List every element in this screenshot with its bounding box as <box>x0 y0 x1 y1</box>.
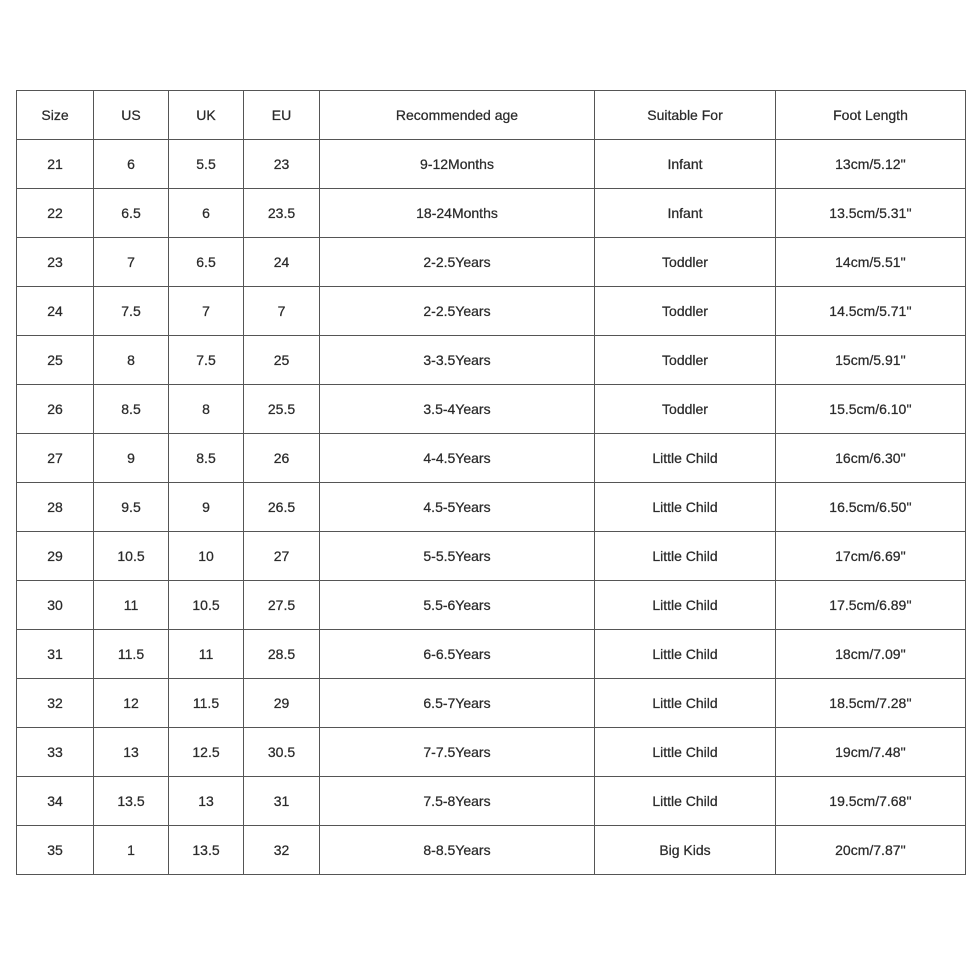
table-cell-recommended-age: 4.5-5Years <box>320 483 595 532</box>
table-cell-us: 6 <box>94 140 169 189</box>
table-cell-us: 13 <box>94 728 169 777</box>
table-cell-eu: 28.5 <box>244 630 320 679</box>
column-header-recommended-age: Recommended age <box>320 91 595 140</box>
table-cell-foot-length: 19cm/7.48'' <box>776 728 966 777</box>
table-cell-foot-length: 16.5cm/6.50'' <box>776 483 966 532</box>
table-cell-suitable-for: Infant <box>595 140 776 189</box>
table-cell-eu: 25.5 <box>244 385 320 434</box>
table-cell-uk: 12.5 <box>169 728 244 777</box>
table-cell-us: 8 <box>94 336 169 385</box>
table-cell-eu: 26 <box>244 434 320 483</box>
table-cell-uk: 10 <box>169 532 244 581</box>
table-cell-eu: 26.5 <box>244 483 320 532</box>
table-cell-uk: 6.5 <box>169 238 244 287</box>
table-cell-uk: 13.5 <box>169 826 244 875</box>
table-cell-recommended-age: 3-3.5Years <box>320 336 595 385</box>
table-row <box>17 679 966 728</box>
table-cell-size: 32 <box>17 679 94 728</box>
table-cell-size: 23 <box>17 238 94 287</box>
column-header-suitable-for: Suitable For <box>595 91 776 140</box>
table-cell-size: 33 <box>17 728 94 777</box>
table-cell-foot-length: 13cm/5.12'' <box>776 140 966 189</box>
table-cell-recommended-age: 2-2.5Years <box>320 287 595 336</box>
table-cell-foot-length: 18cm/7.09'' <box>776 630 966 679</box>
table-cell-foot-length: 13.5cm/5.31'' <box>776 189 966 238</box>
table-row <box>17 728 966 777</box>
table-cell-size: 27 <box>17 434 94 483</box>
table-row <box>17 238 966 287</box>
table-cell-suitable-for: Toddler <box>595 238 776 287</box>
table-cell-uk: 5.5 <box>169 140 244 189</box>
table-cell-suitable-for: Little Child <box>595 630 776 679</box>
table-cell-uk: 13 <box>169 777 244 826</box>
table-cell-uk: 6 <box>169 189 244 238</box>
table-cell-recommended-age: 3.5-4Years <box>320 385 595 434</box>
table-cell-eu: 27 <box>244 532 320 581</box>
table-cell-suitable-for: Little Child <box>595 728 776 777</box>
table-cell-recommended-age: 18-24Months <box>320 189 595 238</box>
table-cell-suitable-for: Little Child <box>595 532 776 581</box>
table-cell-suitable-for: Big Kids <box>595 826 776 875</box>
table-cell-foot-length: 14.5cm/5.71'' <box>776 287 966 336</box>
table-cell-us: 1 <box>94 826 169 875</box>
table-cell-us: 11.5 <box>94 630 169 679</box>
table-cell-size: 25 <box>17 336 94 385</box>
table-cell-suitable-for: Little Child <box>595 434 776 483</box>
table-cell-foot-length: 16cm/6.30'' <box>776 434 966 483</box>
table-row <box>17 385 966 434</box>
table-cell-us: 11 <box>94 581 169 630</box>
table-cell-recommended-age: 5.5-6Years <box>320 581 595 630</box>
table-row <box>17 532 966 581</box>
table-cell-size: 29 <box>17 532 94 581</box>
table-row <box>17 483 966 532</box>
table-cell-foot-length: 15.5cm/6.10'' <box>776 385 966 434</box>
table-cell-eu: 27.5 <box>244 581 320 630</box>
table-body <box>17 140 966 875</box>
table-row <box>17 189 966 238</box>
table-cell-foot-length: 14cm/5.51'' <box>776 238 966 287</box>
table-cell-eu: 23.5 <box>244 189 320 238</box>
column-header-foot-length: Foot Length <box>776 91 966 140</box>
table-cell-size: 28 <box>17 483 94 532</box>
table-cell-suitable-for: Toddler <box>595 336 776 385</box>
table-cell-eu: 29 <box>244 679 320 728</box>
table-cell-recommended-age: 5-5.5Years <box>320 532 595 581</box>
table-cell-size: 34 <box>17 777 94 826</box>
table-cell-us: 12 <box>94 679 169 728</box>
table-cell-recommended-age: 4-4.5Years <box>320 434 595 483</box>
table-cell-foot-length: 19.5cm/7.68'' <box>776 777 966 826</box>
table-cell-us: 10.5 <box>94 532 169 581</box>
header-row <box>17 91 966 140</box>
table-cell-suitable-for: Infant <box>595 189 776 238</box>
table-cell-eu: 23 <box>244 140 320 189</box>
column-header-size: Size <box>17 91 94 140</box>
table-cell-foot-length: 20cm/7.87'' <box>776 826 966 875</box>
table-cell-recommended-age: 6-6.5Years <box>320 630 595 679</box>
table-cell-us: 7 <box>94 238 169 287</box>
table-cell-us: 9 <box>94 434 169 483</box>
table-cell-eu: 32 <box>244 826 320 875</box>
table-cell-uk: 11 <box>169 630 244 679</box>
table-cell-uk: 8 <box>169 385 244 434</box>
table-cell-us: 9.5 <box>94 483 169 532</box>
table-cell-eu: 24 <box>244 238 320 287</box>
table-row <box>17 777 966 826</box>
table-cell-uk: 9 <box>169 483 244 532</box>
table-cell-uk: 7 <box>169 287 244 336</box>
table-cell-us: 7.5 <box>94 287 169 336</box>
table-cell-uk: 7.5 <box>169 336 244 385</box>
table-cell-suitable-for: Little Child <box>595 483 776 532</box>
table-cell-us: 13.5 <box>94 777 169 826</box>
column-header-uk: UK <box>169 91 244 140</box>
table-cell-recommended-age: 6.5-7Years <box>320 679 595 728</box>
table-cell-size: 22 <box>17 189 94 238</box>
table-cell-size: 21 <box>17 140 94 189</box>
table-cell-suitable-for: Toddler <box>595 287 776 336</box>
table-cell-size: 35 <box>17 826 94 875</box>
table-row <box>17 434 966 483</box>
table-cell-recommended-age: 2-2.5Years <box>320 238 595 287</box>
table-row <box>17 826 966 875</box>
table-cell-uk: 10.5 <box>169 581 244 630</box>
table-cell-us: 8.5 <box>94 385 169 434</box>
table-cell-eu: 7 <box>244 287 320 336</box>
table-header <box>17 91 966 140</box>
table-cell-suitable-for: Little Child <box>595 679 776 728</box>
table-cell-foot-length: 18.5cm/7.28'' <box>776 679 966 728</box>
table-row <box>17 630 966 679</box>
table-cell-recommended-age: 9-12Months <box>320 140 595 189</box>
table-cell-eu: 30.5 <box>244 728 320 777</box>
table-row <box>17 287 966 336</box>
table-cell-suitable-for: Toddler <box>595 385 776 434</box>
column-header-eu: EU <box>244 91 320 140</box>
table-row <box>17 581 966 630</box>
table-cell-recommended-age: 7.5-8Years <box>320 777 595 826</box>
column-header-us: US <box>94 91 169 140</box>
table-cell-recommended-age: 7-7.5Years <box>320 728 595 777</box>
table-cell-foot-length: 15cm/5.91'' <box>776 336 966 385</box>
table-cell-foot-length: 17cm/6.69'' <box>776 532 966 581</box>
table-cell-recommended-age: 8-8.5Years <box>320 826 595 875</box>
table-cell-size: 24 <box>17 287 94 336</box>
table-cell-us: 6.5 <box>94 189 169 238</box>
table-row <box>17 140 966 189</box>
table-row <box>17 336 966 385</box>
table-cell-eu: 31 <box>244 777 320 826</box>
table-cell-size: 30 <box>17 581 94 630</box>
table-cell-uk: 11.5 <box>169 679 244 728</box>
size-chart-table <box>16 90 966 875</box>
table-cell-eu: 25 <box>244 336 320 385</box>
table-cell-uk: 8.5 <box>169 434 244 483</box>
table-cell-suitable-for: Little Child <box>595 581 776 630</box>
table-cell-size: 26 <box>17 385 94 434</box>
table-cell-size: 31 <box>17 630 94 679</box>
table-cell-foot-length: 17.5cm/6.89'' <box>776 581 966 630</box>
table-cell-suitable-for: Little Child <box>595 777 776 826</box>
